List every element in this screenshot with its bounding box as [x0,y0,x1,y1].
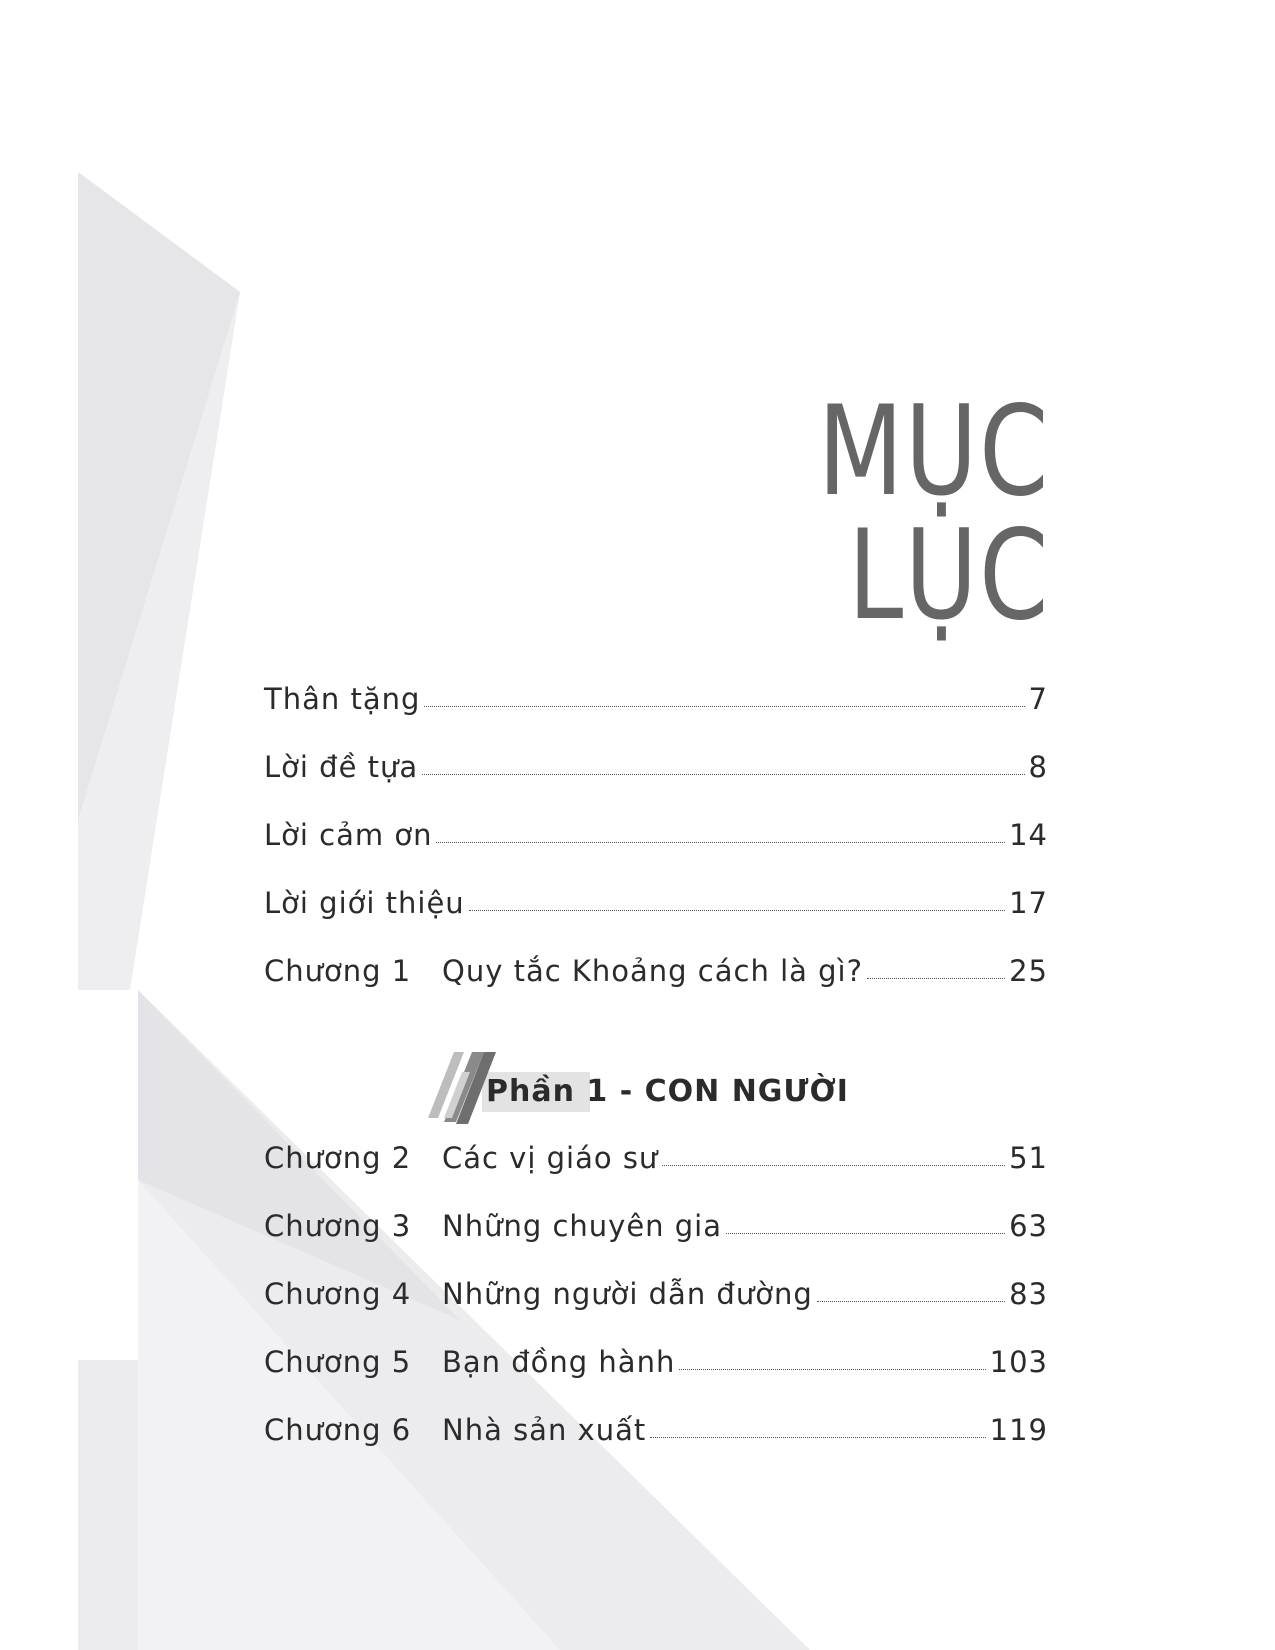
toc-entry[interactable] [264,682,1048,722]
toc-entry[interactable] [264,1277,1048,1317]
toc-leader-dots [422,774,1024,775]
toc-entry-page: 17 [1009,886,1048,920]
toc-entry[interactable] [264,1345,1048,1385]
toc-leader-dots [424,706,1024,707]
toc-entry[interactable] [264,818,1048,858]
toc-entry-page: 63 [1009,1209,1048,1243]
toc-entry-page: 83 [1009,1277,1048,1311]
toc-entry-chapter: Chương 1 [264,954,412,988]
toc-entry-title: Lời đề tựa [264,750,419,784]
toc-entry[interactable] [264,1141,1048,1181]
toc-entry-title: Những người dẫn đường [442,1277,813,1311]
toc-entry-chapter: Chương 3 [264,1209,412,1243]
toc-leader-dots [469,910,1005,911]
toc-entry-chapter: Chương 6 [264,1413,412,1447]
part-title [486,1074,849,1109]
toc-entry-chapter: Chương 4 [264,1277,412,1311]
toc-entry-title: Nhà sản xuất [442,1413,647,1447]
toc-entry-title: Thân tặng [264,682,421,716]
toc-entry-chapter: Chương 5 [264,1345,412,1379]
toc-leader-dots [679,1369,985,1370]
toc-leader-dots [662,1165,1005,1166]
part-heading [424,1052,884,1132]
toc-entry-title: Bạn đồng hành [442,1345,676,1379]
toc-entry-title: Các vị giáo sư [442,1141,659,1175]
toc-leader-dots [726,1233,1005,1234]
toc-entry[interactable] [264,1209,1048,1249]
toc-entry-chapter: Chương 2 [264,1141,412,1175]
toc-entry-title: Lời giới thiệu [264,886,465,920]
toc-entry-page: 14 [1009,818,1048,852]
toc-leader-dots [650,1437,985,1438]
part-label: Phần 1 [486,1074,609,1109]
toc-entry-title: Những chuyên gia [442,1209,723,1243]
part-separator: - [619,1074,634,1109]
toc-entry-title: Quy tắc Khoảng cách là gì? [442,954,863,988]
toc-entry-page: 103 [989,1345,1048,1379]
toc-entry-page: 119 [989,1413,1048,1447]
toc-entry-page: 7 [1028,682,1048,716]
toc-entry-title: Lời cảm ơn [264,818,433,852]
toc-entry-page: 25 [1009,954,1048,988]
toc-entry[interactable] [264,954,1048,994]
toc-entry[interactable] [264,750,1048,790]
toc-leader-dots [817,1301,1005,1302]
page-title: MỤC LỤC [817,380,1050,648]
toc-leader-dots [867,978,1005,979]
part-name: CON NGƯỜI [644,1074,849,1109]
toc-entry[interactable] [264,886,1048,926]
toc-entry-page: 8 [1028,750,1048,784]
toc-entry[interactable] [264,1413,1048,1453]
toc-leader-dots [436,842,1005,843]
toc-entry-page: 51 [1009,1141,1048,1175]
